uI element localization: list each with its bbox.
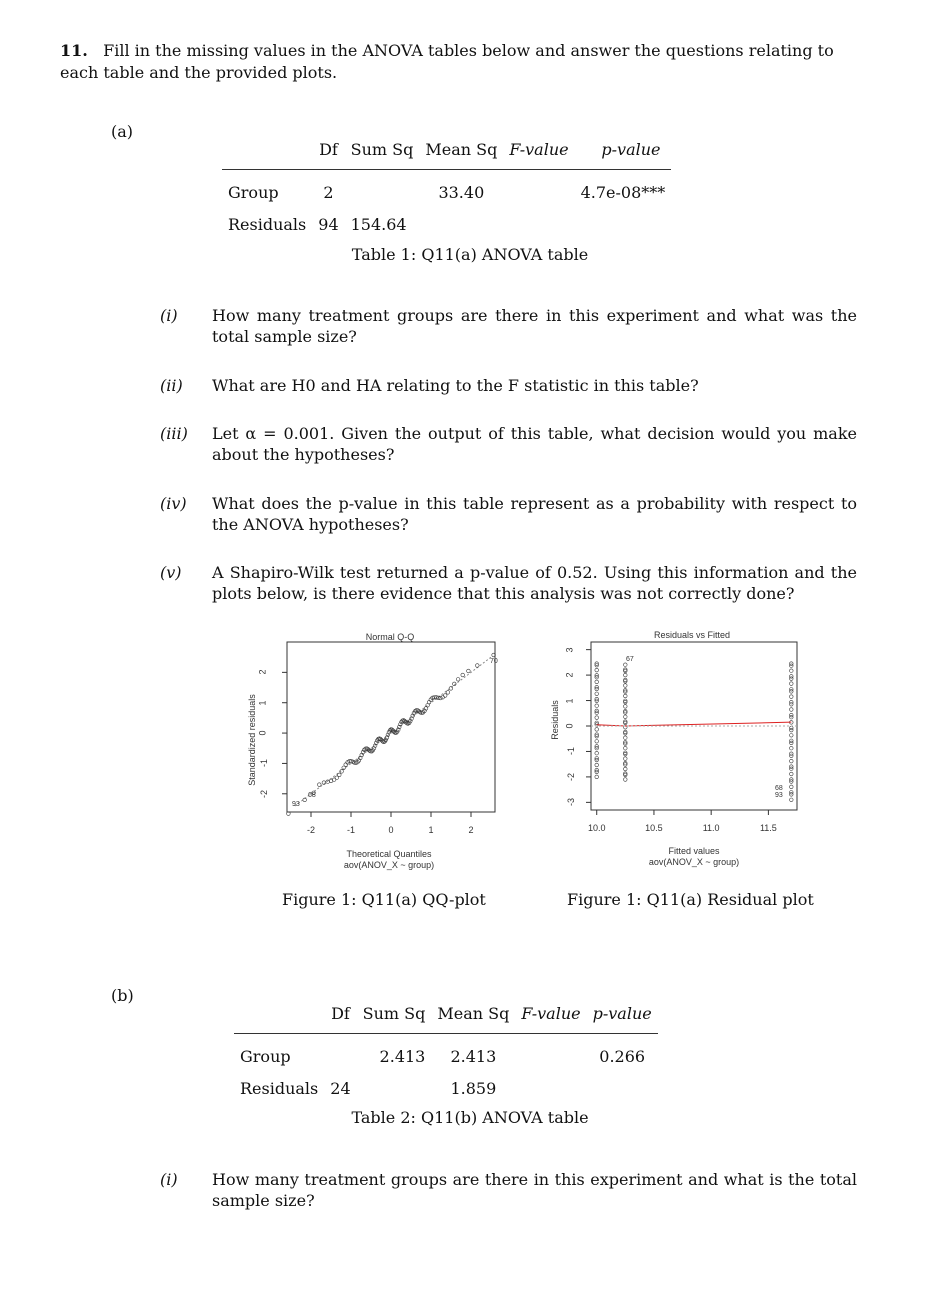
resid-x-tick-label: 11.0 bbox=[702, 823, 720, 833]
resid-point bbox=[595, 716, 599, 720]
resid-point bbox=[790, 688, 794, 692]
cell-sumsq bbox=[345, 170, 420, 209]
qq-y-tick-label: 2 bbox=[257, 669, 268, 675]
header-blank bbox=[222, 140, 312, 170]
subquestion-text: Let α = 0.001. Given the output of this table, what decision would you make about the hypotheses? bbox=[212, 424, 857, 464]
question-text: Fill in the missing values in the ANOVA tables below and answer the questions relating to each table and the provided plots. bbox=[60, 41, 834, 82]
subquestion-b-i bbox=[160, 1169, 860, 1213]
qq-point-label-68: 68 bbox=[308, 792, 316, 799]
cell-fvalue bbox=[515, 1034, 586, 1073]
resid-point bbox=[790, 675, 794, 679]
anova-table-b bbox=[234, 1004, 658, 1104]
resid-point bbox=[624, 746, 628, 750]
resid-point bbox=[624, 715, 628, 719]
resid-y-tick-label: 2 bbox=[564, 672, 575, 678]
qq-point bbox=[467, 669, 471, 673]
resid-point bbox=[790, 759, 794, 763]
qq-y-tick-label: 1 bbox=[257, 700, 268, 706]
subquestion-number: (i) bbox=[160, 306, 178, 325]
cell-fvalue bbox=[503, 208, 574, 240]
qq-x-tick-label: 2 bbox=[468, 825, 474, 835]
cell-source: Residuals bbox=[228, 214, 307, 234]
qq-point bbox=[443, 694, 447, 698]
resid-x-tick-label: 11.5 bbox=[759, 823, 777, 833]
cell-fvalue bbox=[503, 170, 574, 209]
table-row bbox=[222, 208, 671, 240]
qq-point bbox=[439, 696, 443, 700]
resid-y-tick-label: 1 bbox=[564, 698, 575, 704]
subquestion-number: (v) bbox=[160, 563, 182, 582]
qq-x-tick-label: -2 bbox=[306, 825, 315, 835]
table-header-row bbox=[234, 1004, 658, 1034]
subquestion-text: What does the p-value in this table represent as a probability with respect to the ANOVA hypotheses? bbox=[212, 494, 857, 534]
qq-y-axis-label: Standardized residuals bbox=[247, 694, 257, 786]
qq-point bbox=[427, 700, 431, 704]
qq-point bbox=[449, 687, 453, 691]
resid-point bbox=[624, 663, 628, 667]
resid-point bbox=[790, 695, 794, 699]
resid-x-axis-label: Fitted values bbox=[668, 846, 720, 856]
header-pvalue: p-value bbox=[587, 1004, 658, 1034]
qq-x-ticks bbox=[240, 825, 520, 839]
qq-y-tick-label: -1 bbox=[259, 759, 270, 768]
qq-sub-label: aov(ANOV_X ~ group) bbox=[343, 860, 435, 870]
resid-x-tick-label: 10.0 bbox=[587, 823, 606, 833]
resid-y-tick-label: -1 bbox=[566, 747, 577, 756]
resid-point bbox=[790, 785, 794, 789]
cell-source: Group bbox=[240, 1046, 291, 1066]
resid-point bbox=[624, 757, 628, 761]
cell-df bbox=[324, 1034, 356, 1073]
cell-fvalue bbox=[515, 1072, 586, 1104]
qq-plot bbox=[240, 625, 520, 880]
subquestion-a-iii bbox=[160, 423, 860, 467]
resid-point bbox=[595, 728, 599, 732]
resid-point bbox=[790, 739, 794, 743]
subquestion-number: (iv) bbox=[160, 494, 187, 513]
cell-pvalue: 0.266 bbox=[599, 1046, 646, 1066]
table-header-row bbox=[222, 140, 671, 170]
qq-point bbox=[441, 696, 445, 700]
resid-point bbox=[624, 778, 628, 782]
qq-plot-frame bbox=[287, 642, 495, 812]
header-fvalue: F-value bbox=[515, 1004, 586, 1034]
cell-meansq bbox=[419, 208, 503, 240]
residual-plot bbox=[545, 625, 815, 880]
resid-point bbox=[595, 668, 599, 672]
qq-x-tick-label: 1 bbox=[428, 825, 434, 835]
qq-point bbox=[318, 783, 322, 787]
resid-point bbox=[790, 662, 794, 666]
anova-table-a bbox=[222, 140, 671, 240]
resid-point bbox=[595, 740, 599, 744]
resid-point bbox=[790, 708, 794, 712]
resid-point bbox=[790, 765, 794, 769]
qq-y-ticks bbox=[257, 625, 280, 880]
cell-sumsq: 2.413 bbox=[379, 1046, 426, 1066]
table-row bbox=[222, 170, 671, 209]
subquestion-text: What are H0 and HA relating to the F statistic in this table? bbox=[212, 376, 699, 395]
subquestion-number: (ii) bbox=[160, 376, 183, 395]
header-df: Df bbox=[312, 140, 344, 170]
subquestion-text: How many treatment groups are there in this experiment and what is the total sample size? bbox=[212, 1170, 857, 1210]
cell-pvalue: 4.7e-08*** bbox=[580, 182, 666, 202]
figure-caption-resid: Figure 1: Q11(a) Residual plot bbox=[567, 890, 814, 909]
cell-source: Residuals bbox=[240, 1078, 319, 1098]
resid-point bbox=[790, 798, 794, 802]
resid-point bbox=[624, 736, 628, 740]
part-b-label: (b) bbox=[111, 986, 134, 1005]
resid-y-ticks bbox=[564, 625, 583, 880]
resid-point bbox=[624, 673, 628, 677]
resid-point bbox=[790, 682, 794, 686]
question-intro bbox=[60, 40, 860, 84]
resid-point-label-93: 93 bbox=[775, 792, 783, 799]
resid-point-label-68: 68 bbox=[775, 785, 783, 792]
resid-y-axis-label: Residuals bbox=[550, 700, 560, 740]
subquestion-number: (iii) bbox=[160, 424, 188, 443]
part-a-label: (a) bbox=[111, 122, 134, 141]
resid-plot-title: Residuals vs Fitted bbox=[653, 630, 731, 640]
header-sumsq: Sum Sq bbox=[345, 140, 420, 170]
qq-point bbox=[344, 763, 348, 767]
subquestion-a-i bbox=[160, 305, 860, 349]
subquestion-a-iv bbox=[160, 493, 860, 537]
resid-point bbox=[624, 684, 628, 688]
cell-df: 94 bbox=[318, 214, 339, 234]
resid-point bbox=[790, 746, 794, 750]
table-caption-a: Table 1: Q11(a) ANOVA table bbox=[351, 245, 589, 264]
cell-sumsq: 154.64 bbox=[350, 214, 407, 234]
table-row bbox=[234, 1072, 658, 1104]
resid-plot-svg bbox=[545, 625, 815, 880]
qq-x-axis-label: Theoretical Quantiles bbox=[346, 849, 432, 859]
cell-meansq: 2.413 bbox=[450, 1046, 497, 1066]
qq-x-tick-label: -1 bbox=[346, 825, 355, 835]
qq-point bbox=[338, 773, 342, 777]
header-df: Df bbox=[324, 1004, 356, 1034]
qq-point-label-70: 70 bbox=[490, 658, 498, 665]
qq-point bbox=[461, 673, 465, 677]
resid-point bbox=[595, 775, 599, 779]
cell-sumsq bbox=[357, 1072, 432, 1104]
header-blank bbox=[234, 1004, 324, 1034]
cell-df: 2 bbox=[323, 182, 334, 202]
resid-y-tick-label: -2 bbox=[566, 772, 577, 781]
resid-point bbox=[624, 694, 628, 698]
resid-point bbox=[790, 791, 794, 795]
subquestion-number: (i) bbox=[160, 1170, 178, 1189]
cell-pvalue bbox=[575, 208, 672, 240]
resid-point bbox=[624, 767, 628, 771]
qq-reference-line bbox=[295, 657, 491, 806]
resid-y-tick-label: 0 bbox=[564, 723, 575, 729]
subquestion-a-v bbox=[160, 562, 860, 606]
resid-point bbox=[790, 772, 794, 776]
qq-point bbox=[476, 664, 480, 668]
resid-point bbox=[595, 751, 599, 755]
cell-meansq: 33.40 bbox=[438, 182, 485, 202]
question-number: 11. bbox=[60, 41, 88, 60]
resid-sub-label: aov(ANOV_X ~ group) bbox=[648, 857, 740, 867]
resid-point bbox=[790, 713, 794, 717]
resid-x-ticks bbox=[545, 823, 815, 837]
resid-y-tick-label: -3 bbox=[566, 798, 577, 807]
header-fvalue: F-value bbox=[503, 140, 574, 170]
qq-x-tick-label: 0 bbox=[388, 825, 394, 835]
table-caption-b: Table 2: Q11(b) ANOVA table bbox=[351, 1108, 589, 1127]
qq-point bbox=[456, 678, 460, 682]
figure-caption-qq: Figure 1: Q11(a) QQ-plot bbox=[282, 890, 486, 909]
table-row bbox=[234, 1034, 658, 1073]
cell-df: 24 bbox=[330, 1078, 351, 1098]
subquestion-a-ii bbox=[160, 375, 860, 397]
resid-point bbox=[790, 734, 794, 738]
resid-point bbox=[595, 704, 599, 708]
header-meansq: Mean Sq bbox=[431, 1004, 515, 1034]
header-sumsq: Sum Sq bbox=[357, 1004, 432, 1034]
cell-source: Group bbox=[228, 182, 279, 202]
qq-y-tick-label: -2 bbox=[259, 789, 270, 798]
resid-point-label-67: 67 bbox=[626, 656, 634, 663]
subquestion-text: A Shapiro-Wilk test returned a p-value of 0.52. Using this information and the plots below, is there evidence that this analysis was not correctly done? bbox=[212, 563, 857, 603]
resid-point bbox=[790, 669, 794, 673]
header-pvalue: p-value bbox=[575, 140, 672, 170]
qq-point-label-93: 93 bbox=[292, 801, 300, 808]
qq-plot-title: Normal Q-Q bbox=[365, 632, 415, 642]
subquestion-text: How many treatment groups are there in this experiment and what was the total sample size? bbox=[212, 306, 857, 346]
cell-meansq: 1.859 bbox=[450, 1078, 497, 1098]
qq-y-tick-label: 0 bbox=[257, 730, 268, 736]
cell-pvalue bbox=[587, 1072, 658, 1104]
resid-point bbox=[595, 692, 599, 696]
resid-point bbox=[595, 763, 599, 767]
header-meansq: Mean Sq bbox=[419, 140, 503, 170]
resid-point bbox=[595, 680, 599, 684]
resid-x-tick-label: 10.5 bbox=[645, 823, 663, 833]
qq-point bbox=[446, 691, 450, 695]
qq-plot-svg bbox=[240, 625, 520, 880]
resid-y-tick-label: 3 bbox=[564, 647, 575, 653]
resid-point bbox=[624, 705, 628, 709]
